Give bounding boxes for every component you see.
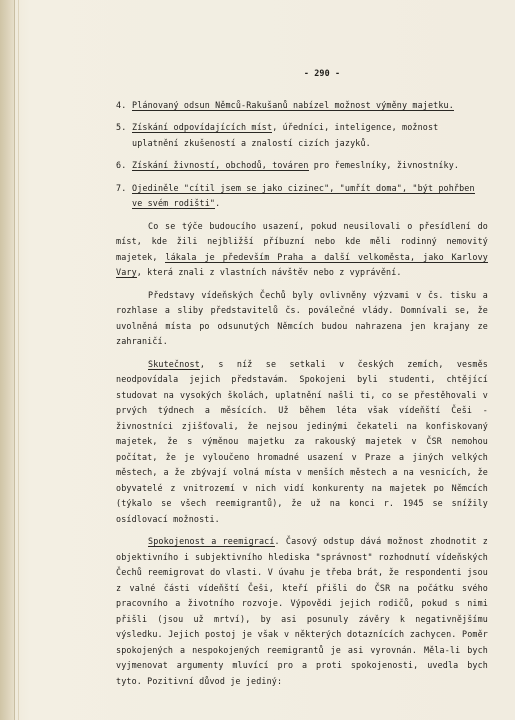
paragraph-satisfaction (116, 534, 488, 689)
page-content (116, 66, 488, 689)
list-item-text: pro řemeslníky, živnostníky. (308, 160, 460, 170)
list-item-4 (116, 98, 488, 114)
list-item-5 (116, 120, 488, 151)
list-number: 5. (116, 122, 127, 132)
list-item-underlined: Získání odpovídajících míst (132, 122, 273, 132)
paragraph-text: Co se týče budoucího usazení, pokud neusilovali o přesídlení do míst, kde žili nejbližší příbuzní nebo kde měli rodinný nemovitý majetek, (116, 220, 488, 262)
paragraph-heading: Spokojenost a reemigrací (148, 536, 275, 546)
list-number: 7. (116, 182, 127, 193)
list-item-underlined: Získání živností, obchodů, továren (132, 160, 309, 170)
paragraph-text: . Časový odstup dává možnost zhodnotit z objektivního i subjektivního hlediska "správnost" rozhodnutí vídeňských Čechů reemigrovat do vlasti. V úvahu je třeba brát, že respondenti jsou z valné části vídeňští Češi, kteří přišli do ČSR na počátku svého pracovního a životního rozvoje. Výpovědi jejich rodičů, pokud s nimi přišli (jsou už mrtví), by asi posunuly závěry k negativnějšímu výsledku. Jejich postoj je však v některých dotaznících zachycen. Poměr spokojených a nespokojených reemigrantů je asi vyrovnán. Měla-li bych vyjmenovat argumenty mluvící pro a proti spokojenosti, uvedla bych tyto. Pozitivní důvod je jediný: (116, 536, 488, 686)
paragraph-underlined: lákala je především Praha a další velkoměsta, jako Karlovy Vary (116, 251, 488, 277)
binding-edge (0, 0, 15, 720)
paragraph-text: , která znali z vlastních návštěv nebo z vyprávění. (136, 267, 402, 277)
page-number: - 290 - (303, 68, 341, 78)
paragraph-heading: Skutečnost (148, 358, 200, 369)
list-item-underlined: Plánovaný odsun Němců-Rakušanů nabízel možnost výměny majetku. (132, 99, 454, 110)
list-item-text: . (215, 198, 221, 208)
paragraph-reality (116, 357, 488, 528)
paragraph-settlement (116, 219, 488, 281)
list-item-text: , úředníci, inteligence, možnost uplatnění zkušeností a znalostí cizích jazyků. (132, 122, 439, 148)
paragraph-text: , s níž se setkali v českých zemích, vesměs neodpovídala jejich představám. Spokojeni byli studenti, chtějící studovat na vysokých školách, uplatnění našli ti, co se přestěhovali v prvých týdnech a měsících. Už během léta však vídeňští Češi - živnostníci zjišťovali, že nejsou jedinými čekateli na konfiskovaný majetek, že s výměnou majetku za rakouský majetek v ČSR nemohou počítat, že je vyloučeno hromadné usazení v Praze a jiných velkých městech, a že zbývají volná místa v menších městech a na vesnicích, že obyvatelé z vnitrozemí v nich vidí konkurenty na majetek po Němcích (týkalo se všech reemigrantů), že už na konci r. 1945 se snížily osídlovací možnosti. (116, 358, 488, 524)
list-number: 6. (116, 160, 127, 170)
list-item-underlined: Ojediněle "cítil jsem se jako cizinec", "umřít doma", "být pohřben ve svém rodišti" (132, 182, 475, 208)
list-item-6 (116, 158, 488, 174)
paragraph-expectations: Představy vídeňských Čechů byly ovlivněny výzvami v čs. tisku a rozhlase a sliby představitelů čs. poválečné vlády. Domnívali se, že uvolněná místa po odsunutých Němcích budou nahrazena jen krajany ze zahraničí. (116, 289, 488, 346)
list-item-7 (116, 181, 488, 212)
list-number: 4. (116, 99, 127, 110)
margin-line (18, 0, 19, 720)
